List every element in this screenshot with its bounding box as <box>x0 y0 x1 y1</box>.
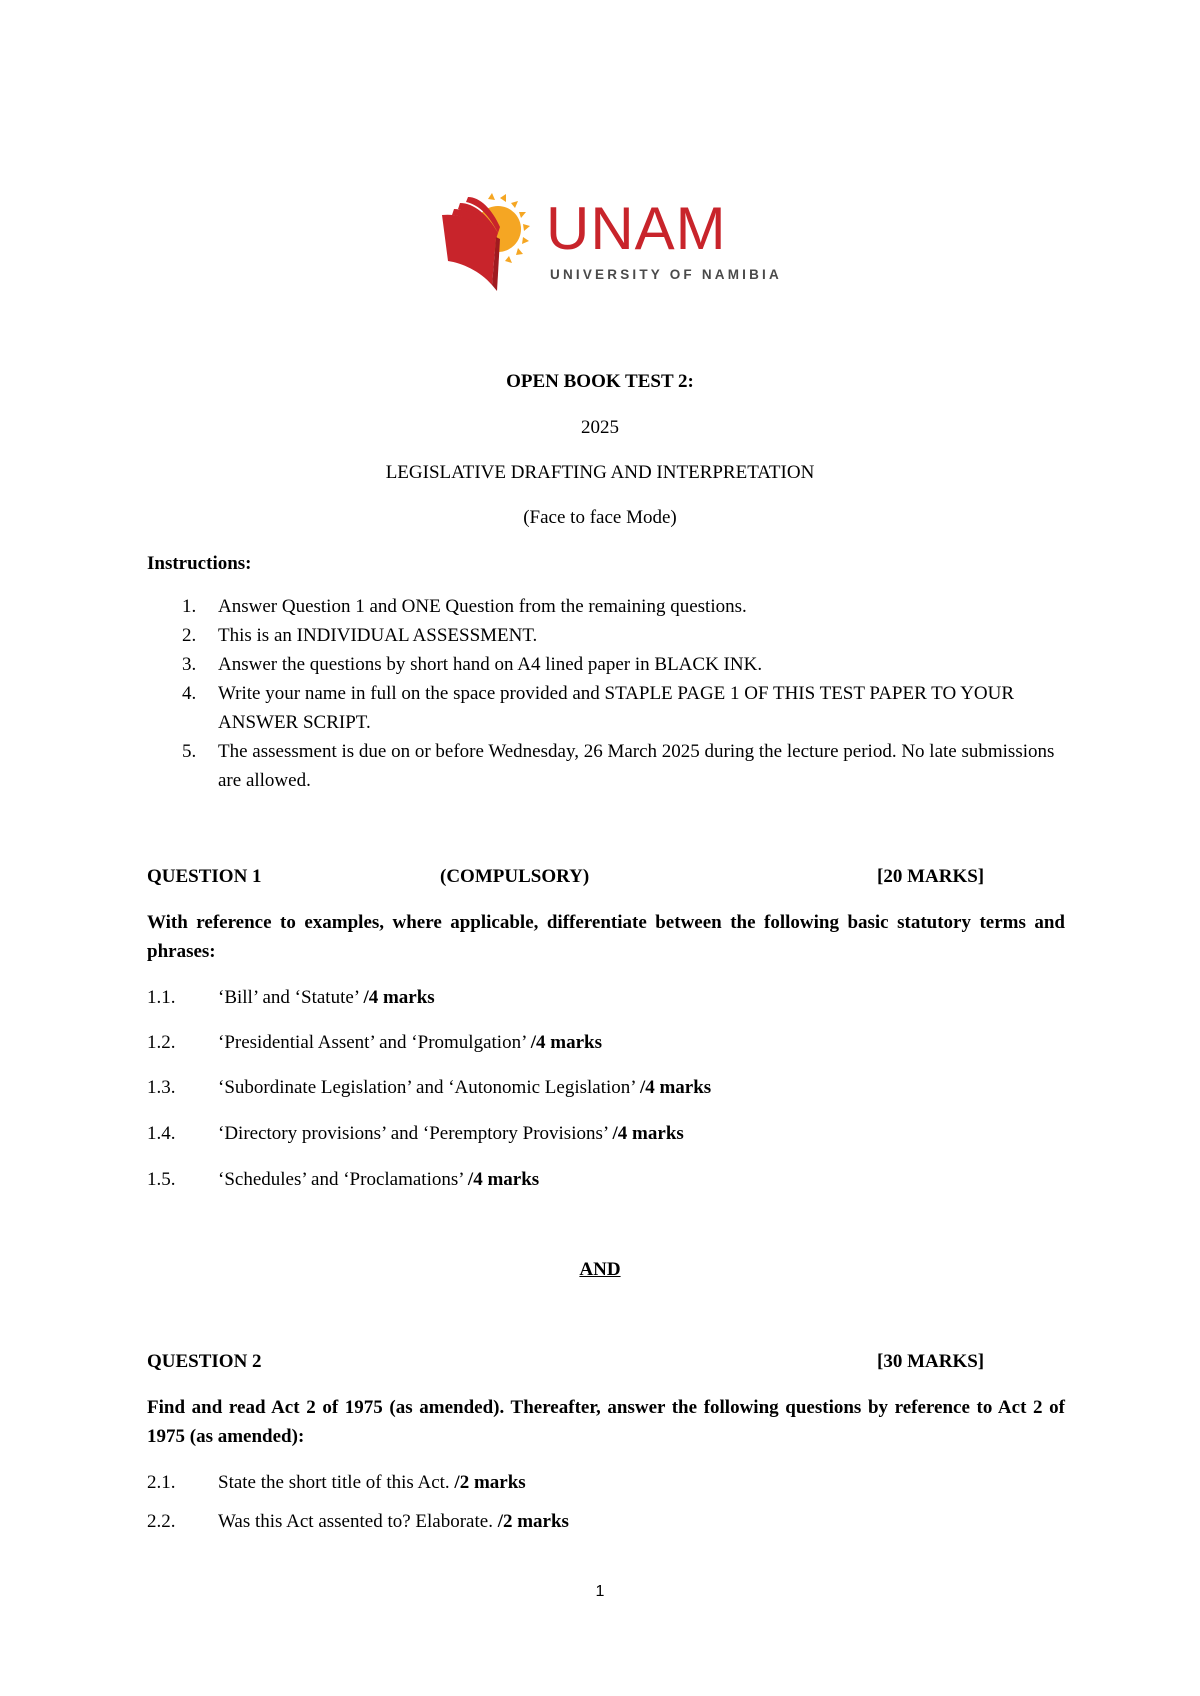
and-separator: AND <box>579 1259 621 1280</box>
question-item: 1.3. ‘Subordinate Legislation’ and ‘Autonomic Legislation’ /4 marks <box>147 1077 712 1098</box>
unam-logo <box>440 193 782 298</box>
question-1-note: (COMPULSORY) <box>440 866 590 887</box>
logo-wordmark: UNAM <box>546 195 727 262</box>
logo-subtitle: UNIVERSITY OF NAMIBIA <box>550 267 782 282</box>
list-item: 2. This is an INDIVIDUAL ASSESSMENT. <box>182 625 538 646</box>
question-item: 2.2. Was this Act assented to? Elaborate. /2 marks <box>147 1511 569 1532</box>
question-1-marks: [20 MARKS] <box>877 866 985 887</box>
question-item: 1.2. ‘Presidential Assent’ and ‘Promulgation’ /4 marks <box>147 1032 602 1053</box>
list-item: 4. Write your name in full on the space provided and STAPLE PAGE 1 OF THIS TEST PAPER TO YOUR ANSWER SCRIPT. <box>182 683 1015 733</box>
question-1-label: QUESTION 1 <box>147 866 262 887</box>
list-item: 5. The assessment is due on or before Wednesday, 26 March 2025 during the lecture period. No late submissions are allowed. <box>182 741 1055 791</box>
question-2-label: QUESTION 2 <box>147 1351 262 1372</box>
page-number: 1 <box>595 1583 605 1600</box>
question-item: 1.4. ‘Directory provisions’ and ‘Peremptory Provisions’ /4 marks <box>147 1123 684 1144</box>
question-item: 1.1. ‘Bill’ and ‘Statute’ /4 marks <box>147 987 435 1008</box>
course-name: LEGISLATIVE DRAFTING AND INTERPRETATION <box>385 462 815 483</box>
instructions-list <box>147 592 1065 795</box>
book-sun-icon <box>440 193 550 298</box>
question-item: 2.1. State the short title of this Act. /2 marks <box>147 1472 526 1493</box>
list-item: 3. Answer the questions by short hand on A4 lined paper in BLACK INK. <box>182 654 763 675</box>
test-year: 2025 <box>581 417 619 438</box>
question-1-prompt: With reference to examples, where applicable, differentiate between the following basic statutory terms and phrases: <box>147 912 1065 962</box>
delivery-mode: (Face to face Mode) <box>523 507 677 528</box>
test-title: OPEN BOOK TEST 2: <box>506 371 694 392</box>
question-2-marks: [30 MARKS] <box>877 1351 985 1372</box>
question-2-prompt: Find and read Act 2 of 1975 (as amended). Thereafter, answer the following questions by reference to Act 2 of 1975 (as amended): <box>147 1397 1065 1447</box>
question-item: 1.5. ‘Schedules’ and ‘Proclamations’ /4 marks <box>147 1169 540 1190</box>
list-item: 1. Answer Question 1 and ONE Question from the remaining questions. <box>182 596 747 617</box>
instructions-heading: Instructions: <box>147 553 252 574</box>
